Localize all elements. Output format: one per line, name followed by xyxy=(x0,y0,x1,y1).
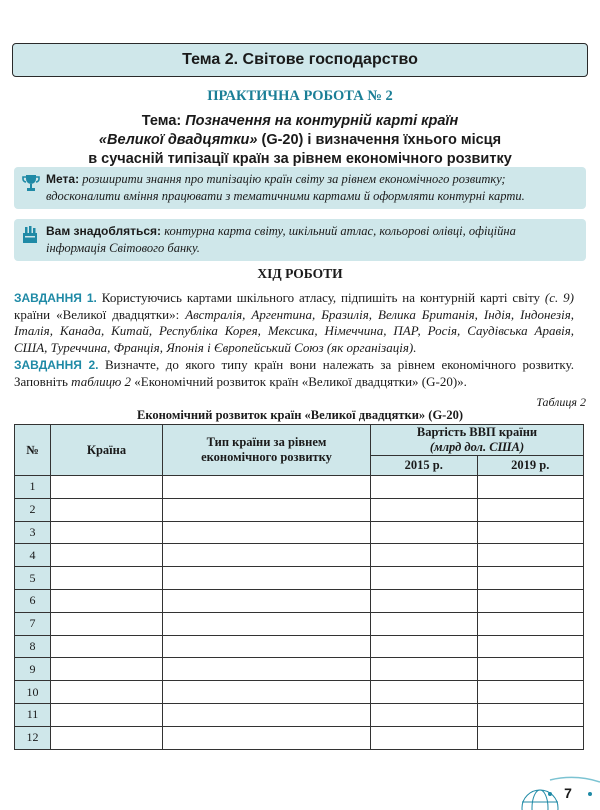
topic-title: Тема 2. Світове господарство xyxy=(182,51,418,68)
task-1-text-a: Користуючись картами шкільного атласу, підпишіть на контурній карті світу xyxy=(96,290,545,305)
gdp-2019-cell[interactable] xyxy=(477,703,584,726)
table-row xyxy=(15,498,584,521)
gdp-2015-cell[interactable] xyxy=(371,658,478,681)
task-1-paragraph xyxy=(14,290,574,356)
gdp-2019-cell[interactable] xyxy=(477,726,584,749)
header-country: Країна xyxy=(51,425,163,476)
country-cell[interactable] xyxy=(51,635,163,658)
gdp-2015-cell[interactable] xyxy=(371,681,478,704)
materials-label: Вам знадобляться: xyxy=(46,224,162,238)
table-row xyxy=(15,635,584,658)
header-2015: 2015 р. xyxy=(371,456,478,476)
theme-line-3: в сучасній типізації країн за рівнем економічного розвитку xyxy=(88,151,512,167)
table-row xyxy=(15,476,584,499)
theme-label: Тема: xyxy=(141,113,182,129)
gdp-2019-cell[interactable] xyxy=(477,476,584,499)
country-cell[interactable] xyxy=(51,703,163,726)
task-2-paragraph xyxy=(14,357,574,390)
table-row xyxy=(15,726,584,749)
header-number: № xyxy=(15,425,51,476)
row-number: 2 xyxy=(15,498,51,521)
type-cell[interactable] xyxy=(163,681,371,704)
gdp-2019-cell[interactable] xyxy=(477,658,584,681)
table-row xyxy=(15,589,584,612)
practical-work-title: ПРАКТИЧНА РОБОТА № 2 xyxy=(207,88,393,104)
type-cell[interactable] xyxy=(163,476,371,499)
task-1-countries: Австралія, Аргентина, Бразилія, Велика Британія, Індія, Індонезія, Італія, Канада, Китай, Республіка Корея, Мексика, Німеччина, ПАР, Росія, Саудівська Аравія, США, Туреччина, Франція, Японія і Європейський Союз (як організація). xyxy=(14,306,575,355)
task-2-table-ref: таблицю 2 xyxy=(71,373,131,389)
country-cell[interactable] xyxy=(51,567,163,590)
country-cell[interactable] xyxy=(51,544,163,567)
theme-block xyxy=(40,112,560,169)
task-2-label: ЗАВДАННЯ 2. xyxy=(14,358,99,372)
materials-box xyxy=(14,219,586,261)
type-cell[interactable] xyxy=(163,658,371,681)
type-cell[interactable] xyxy=(163,612,371,635)
type-cell[interactable] xyxy=(163,498,371,521)
country-cell[interactable] xyxy=(51,726,163,749)
goal-box xyxy=(14,167,586,209)
table-row xyxy=(15,521,584,544)
row-number: 9 xyxy=(15,658,51,681)
page-number: 7 xyxy=(564,785,572,801)
type-cell[interactable] xyxy=(163,726,371,749)
task-2-text-b: «Економічний розвиток країн «Великої двадцятки» (G-20)». xyxy=(131,373,467,389)
gdp-2019-cell[interactable] xyxy=(477,635,584,658)
gdp-2015-cell[interactable] xyxy=(371,567,478,590)
row-number: 10 xyxy=(15,681,51,704)
gdp-2015-cell[interactable] xyxy=(371,498,478,521)
table-row xyxy=(15,681,584,704)
type-cell[interactable] xyxy=(163,544,371,567)
gdp-2019-cell[interactable] xyxy=(477,612,584,635)
gdp-2019-cell[interactable] xyxy=(477,589,584,612)
gdp-2015-cell[interactable] xyxy=(371,726,478,749)
header-type-line-2: економічного розвитку xyxy=(201,450,332,464)
type-cell[interactable] xyxy=(163,635,371,658)
table-row xyxy=(15,544,584,567)
type-cell[interactable] xyxy=(163,589,371,612)
type-cell[interactable] xyxy=(163,703,371,726)
gdp-2015-cell[interactable] xyxy=(371,635,478,658)
country-cell[interactable] xyxy=(51,476,163,499)
table-row xyxy=(15,612,584,635)
gdp-2015-cell[interactable] xyxy=(371,544,478,567)
gdp-2019-cell[interactable] xyxy=(477,498,584,521)
gdp-2019-cell[interactable] xyxy=(477,567,584,590)
header-gdp xyxy=(371,425,584,456)
gdp-2019-cell[interactable] xyxy=(477,681,584,704)
table-row xyxy=(15,567,584,590)
pencils-icon xyxy=(21,225,41,245)
g20-table xyxy=(14,424,584,750)
task-1-text-b: країни «Великої двадцятки»: xyxy=(14,306,186,322)
row-number: 8 xyxy=(15,635,51,658)
trophy-icon xyxy=(21,173,41,193)
row-number: 3 xyxy=(15,521,51,544)
row-number: 1 xyxy=(15,476,51,499)
type-cell[interactable] xyxy=(163,567,371,590)
table-title: Економічний розвиток країн «Великої двадцятки» (G-20) xyxy=(136,408,464,422)
table-row xyxy=(15,703,584,726)
gdp-2015-cell[interactable] xyxy=(371,589,478,612)
header-country-type xyxy=(163,425,371,476)
task-1-page-ref: (с. 9) xyxy=(544,290,574,305)
table-number-caption: Таблиця 2 xyxy=(536,395,586,409)
gdp-2019-cell[interactable] xyxy=(477,521,584,544)
gdp-2019-cell[interactable] xyxy=(477,544,584,567)
gdp-2015-cell[interactable] xyxy=(371,612,478,635)
row-number: 4 xyxy=(15,544,51,567)
country-cell[interactable] xyxy=(51,658,163,681)
header-gdp-line-2: (млрд дол. США) xyxy=(429,440,525,454)
progress-heading: ХІД РОБОТИ xyxy=(257,266,343,281)
gdp-2015-cell[interactable] xyxy=(371,521,478,544)
row-number: 5 xyxy=(15,567,51,590)
table-row xyxy=(15,658,584,681)
theme-line-1: Позначення на контурній карті країн xyxy=(185,113,459,129)
country-cell[interactable] xyxy=(51,681,163,704)
topic-banner xyxy=(12,43,588,77)
row-number: 6 xyxy=(15,589,51,612)
header-gdp-line-1: Вартість ВВП країни xyxy=(416,425,538,439)
header-2019: 2019 р. xyxy=(477,456,584,476)
row-number: 11 xyxy=(15,703,51,726)
country-cell[interactable] xyxy=(51,589,163,612)
row-number: 7 xyxy=(15,612,51,635)
header-type-line-1: Тип країни за рівнем xyxy=(206,435,327,449)
gdp-2015-cell[interactable] xyxy=(371,476,478,499)
theme-line-2-rest: (G-20) і визначення їхнього місця xyxy=(257,132,502,148)
country-cell[interactable] xyxy=(51,521,163,544)
country-cell[interactable] xyxy=(51,612,163,635)
country-cell[interactable] xyxy=(51,498,163,521)
goal-text: розширити знання про типізацію країн світу за рівнем економічного розвитку; вдосконалити вміння працювати з тематичними картами й оформляти контурні карти. xyxy=(46,172,525,203)
goal-label: Мета: xyxy=(46,172,80,186)
theme-line-2-italic: «Великої двадцятки» xyxy=(98,132,258,148)
gdp-2015-cell[interactable] xyxy=(371,703,478,726)
type-cell[interactable] xyxy=(163,521,371,544)
row-number: 12 xyxy=(15,726,51,749)
task-1-label: ЗАВДАННЯ 1. xyxy=(14,291,97,305)
task-2-text-a: Визначте, до якого типу країн вони належать за рівнем економічного розвитку. Заповніть xyxy=(14,357,574,389)
materials-text: контурна карта світу, шкільний атлас, кольорові олівці, офіційна інформація Світового банку. xyxy=(46,224,516,255)
